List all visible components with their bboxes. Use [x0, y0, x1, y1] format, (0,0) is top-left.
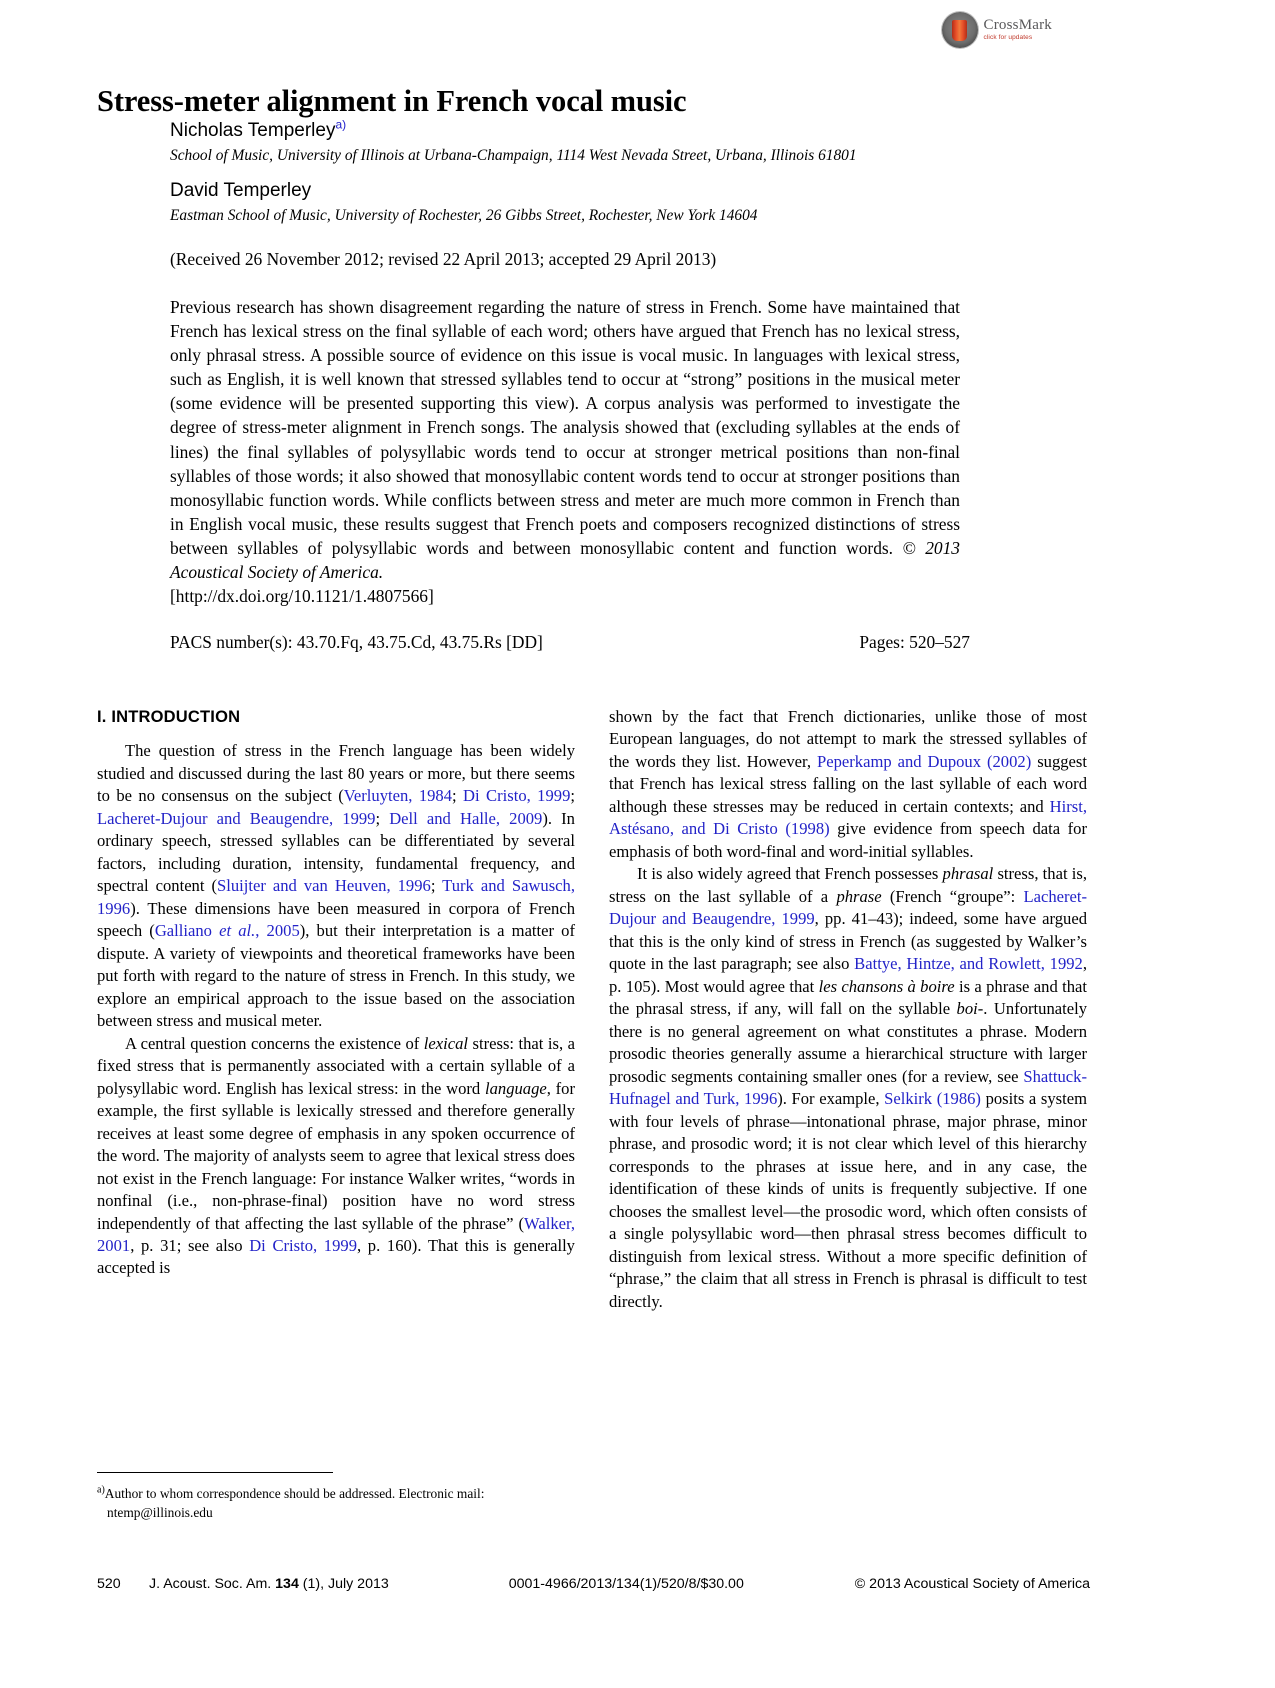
footer-copyright: © 2013 Acoustical Society of America — [854, 1576, 1090, 1592]
abstract-copyright: © 2013 Acoustical Society of America. — [170, 537, 960, 583]
crossmark-label-group — [984, 18, 1052, 42]
text-run: It is also widely agreed that French possesses — [637, 864, 943, 884]
text-run: posits a system with four levels of phrase—intonational phrase, major phrase, minor phrase, and prosodic word; it is not clear which level of this hierarchy corresponds to the phrases at issue here, and in any case, the identification of these kinds of units is frequently subjective. If one chooses the smallest level—the prosodic word, which often consists of a single polysyllabic word—then phrasal stress becomes difficult to distinguish from lexical stress. Without a more specific definition of “phrase,” the claim that all stress in French is phrasal is difficult to test directly. — [609, 1089, 1087, 1311]
text-run: , p. 31; see also — [130, 1236, 250, 1255]
emphasis-phrasal: phrasal — [942, 864, 994, 884]
text-run: , pp. 41–43); indeed, some have argued that this is the only kind of stress in French (as suggested by Walker’s quote in the last paragraph; see also — [609, 909, 1087, 974]
crossmark-icon — [942, 12, 978, 48]
text-run: shown by the fact that French dictionaries, unlike those of most European languages, do not attempt to mark the stressed syllables of the words they list. However, — [609, 707, 1087, 771]
citation-shattuck-hufnagel-turk-1996[interactable]: Shattuck-Hufnagel and Turk, 1996 — [609, 1066, 1087, 1109]
crossmark-sublabel: click for updates — [983, 33, 1033, 41]
footer-volume: 134 — [275, 1576, 299, 1592]
text-run: give evidence from speech data for emphasis of both word-final and word-initial syllables. — [609, 819, 1087, 861]
text-run: . Unfortunately there is no general agreement on what constitutes a phrase. Modern prosodic theories generally assume a hierarchical structure with larger prosodic segments containing smaller ones (for a review, see — [609, 999, 1087, 1086]
text-run: ; — [375, 808, 390, 828]
text-run: The question of stress in the French language has been widely studied and discussed during the last 80 years or more, but there seems to be no consensus on the subject ( — [97, 741, 575, 806]
paragraph-right-2 — [609, 863, 1087, 1313]
pacs-line — [170, 632, 970, 653]
text-run: (French “groupe”: — [881, 886, 1024, 906]
crossmark-label: CrossMark — [983, 17, 1052, 34]
abstract-doi[interactable]: [http://dx.doi.org/10.1121/1.4807566] — [170, 586, 434, 607]
footer-page-number: 520 — [97, 1576, 121, 1592]
pacs-numbers: PACS number(s): 43.70.Fq, 43.75.Cd, 43.75.Rs [DD] — [170, 632, 543, 652]
emphasis-boi: boi- — [956, 999, 984, 1019]
footnote-marker: a) — [97, 1484, 105, 1496]
text-run: , p. 160). That this is generally accepted is — [97, 1236, 575, 1278]
citation-turk-sawusch-1996[interactable]: Turk and Sawusch, 1996 — [97, 876, 575, 918]
text-run: ; — [452, 786, 464, 806]
citation-walker-2001[interactable]: Walker, 2001 — [97, 1213, 575, 1255]
footnote-text — [97, 1485, 575, 1523]
footnote-email[interactable]: ntemp@illinois.edu — [107, 1504, 213, 1520]
emphasis-lexical: lexical — [423, 1033, 469, 1053]
text-run: ). For example, — [777, 1089, 885, 1109]
author-name-2: David Temperley — [170, 180, 312, 202]
citation-lacheret-dujour-beaugendre-1999[interactable]: Lacheret-Dujour and Beaugendre, 1999 — [609, 886, 1088, 929]
text-run: (1), July 2013 — [298, 1576, 389, 1592]
citation-hirst-astesano-di-cristo-1998[interactable]: Hirst, Astésano, and Di Cristo (1998) — [609, 796, 1087, 839]
emphasis-language: language — [484, 1078, 547, 1098]
citation-peperkamp-dupoux-2002[interactable]: Peperkamp and Dupoux (2002) — [817, 751, 1032, 771]
page-footer — [97, 1576, 1090, 1592]
abstract — [170, 295, 960, 608]
affiliation-2: Eastman School of Music, University of Rochester, 26 Gibbs Street, Rochester, New York 14604 — [170, 207, 758, 225]
author-name-1 — [170, 117, 970, 142]
paragraph-left-2 — [97, 1033, 575, 1280]
text-run: ), but their interpretation is a matter of dispute. A variety of viewpoints and theoretical frameworks have been put forth with regard to the nature of stress in French. In this study, we explore an empirical approach to the issue based on the association between stress and musical meter. — [97, 921, 576, 1031]
text-run: A central question concerns the existence of — [125, 1033, 424, 1053]
citation-dell-halle-2009[interactable]: Dell and Halle, 2009 — [389, 808, 543, 828]
text-run: ). In ordinary speech, stressed syllables can be differentiated by several factors, including duration, intensity, fundamental frequency, and spectral content ( — [97, 808, 575, 896]
text-run: ). These dimensions have been measured in corpora of French speech ( — [97, 898, 575, 941]
text-run: is a phrase and that the phrasal stress, if any, will fall on the syllable — [609, 976, 1087, 1019]
citation-selkirk-1986[interactable]: Selkirk (1986) — [884, 1089, 981, 1109]
citation-verluyten-1984[interactable]: Verluyten, 1984 — [343, 786, 453, 806]
footnote-rule — [97, 1472, 333, 1473]
text-run: stress: that is, a fixed stress that is permanently associated with a certain syllable of a polysyllabic word. English has lexical stress: in the word — [97, 1033, 575, 1098]
received-dates: (Received 26 November 2012; revised 22 April 2013; accepted 29 April 2013) — [170, 248, 717, 269]
section-heading-introduction: I. INTRODUCTION — [97, 708, 241, 726]
emphasis-phrase: phrase — [836, 886, 882, 906]
citation-di-cristo-1999[interactable]: Di Cristo, 1999 — [463, 786, 571, 806]
abstract-body: Previous research has shown disagreement regarding the nature of stress in French. Some have maintained that French has lexical stress on the final syllable of each word; others have argued that French has no lexical stress, only phrasal stress. A possible source of evidence on this issue is vocal music. In languages with lexical stress, such as English, it is well known that stressed syllables tend to occur at “strong” positions in the musical meter (some evidence will be presented supporting this view). A corpus analysis was performed to investigate the degree of stress-meter alignment in French songs. The analysis showed that (excluding syllables at the ends of lines) the final syllables of polysyllabic words tend to occur at stronger metrical positions than non-final syllables of those words; it also showed that monosyllabic content words tend to occur at stronger positions than monosyllabic function words. While conflicts between stress and meter are much more common in French than in English vocal music, these results suggest that French poets and composers recognized distinctions of stress between syllables of polysyllabic words and between monosyllabic content and function words. — [170, 297, 960, 558]
author-1-footnote-marker[interactable]: a) — [335, 117, 347, 132]
text-run-italic: et al. — [219, 921, 256, 941]
column-right — [609, 706, 1087, 1313]
affiliation-1: School of Music, University of Illinois at Urbana-Champaign, 1114 West Nevada Street, Urbana, Illinois 61801 — [170, 147, 857, 164]
footer-journal-reference — [149, 1576, 389, 1592]
author-block — [170, 117, 970, 270]
footnote-body: Author to whom correspondence should be addressed. Electronic mail: — [104, 1486, 485, 1501]
text-run: ; — [570, 786, 575, 806]
author-1-text: Nicholas Temperley — [170, 120, 336, 141]
paragraph-left-1 — [97, 740, 575, 1032]
body-columns — [97, 706, 1087, 1516]
text-run: Galliano — [154, 921, 220, 941]
footer-issn-line: 0001-4966/2013/134(1)/520/8/$30.00 — [508, 1576, 744, 1592]
text-run: J. Acoust. Soc. Am. — [149, 1576, 276, 1592]
footnote-block — [97, 1472, 575, 1523]
citation-battye-hintze-rowlett-1992[interactable]: Battye, Hintze, and Rowlett, 1992 — [854, 954, 1083, 974]
text-run: stress, that is, stress on the last syllable of a — [609, 864, 1087, 906]
paragraph-right-1 — [609, 706, 1087, 863]
text-run: , 2005 — [255, 921, 300, 941]
citation-sluijter-van-heuven-1996[interactable]: Sluijter and van Heuven, 1996 — [217, 876, 431, 896]
crossmark-inner-shape — [952, 20, 967, 41]
citation-di-cristo-1999-b[interactable]: Di Cristo, 1999 — [249, 1236, 357, 1255]
text-run: , p. 105). Most would agree that — [609, 954, 1087, 996]
page-range: Pages: 520–527 — [859, 632, 970, 652]
text-run: ; — [430, 876, 443, 896]
emphasis-les-chansons-a-boire: les chansons à boire — [818, 976, 955, 996]
text-run: suggest that French has lexical stress falling on the last syllable of each word although these stresses may be reduced in certain contexts; and — [609, 751, 1087, 816]
column-left — [97, 706, 575, 1280]
crossmark-badge[interactable] — [942, 12, 1052, 48]
citation-galliano-2005[interactable] — [155, 921, 300, 940]
text-run: , for example, the first syllable is lexically stressed and therefore generally receives at least some degree of emphasis in any spoken occurrence of the word. The majority of analysts seem to agree that lexical stress does not exist in the French language: For instance Walker writes, “words in nonfinal (i.e., non-phrase-final) position have no word stress independently of that affecting the last syllable of the phrase” ( — [97, 1078, 576, 1233]
citation-lacheret-dujour-1999[interactable]: Lacheret-Dujour and Beaugendre, 1999 — [97, 808, 376, 828]
page-title: Stress-meter alignment in French vocal music — [97, 84, 687, 119]
